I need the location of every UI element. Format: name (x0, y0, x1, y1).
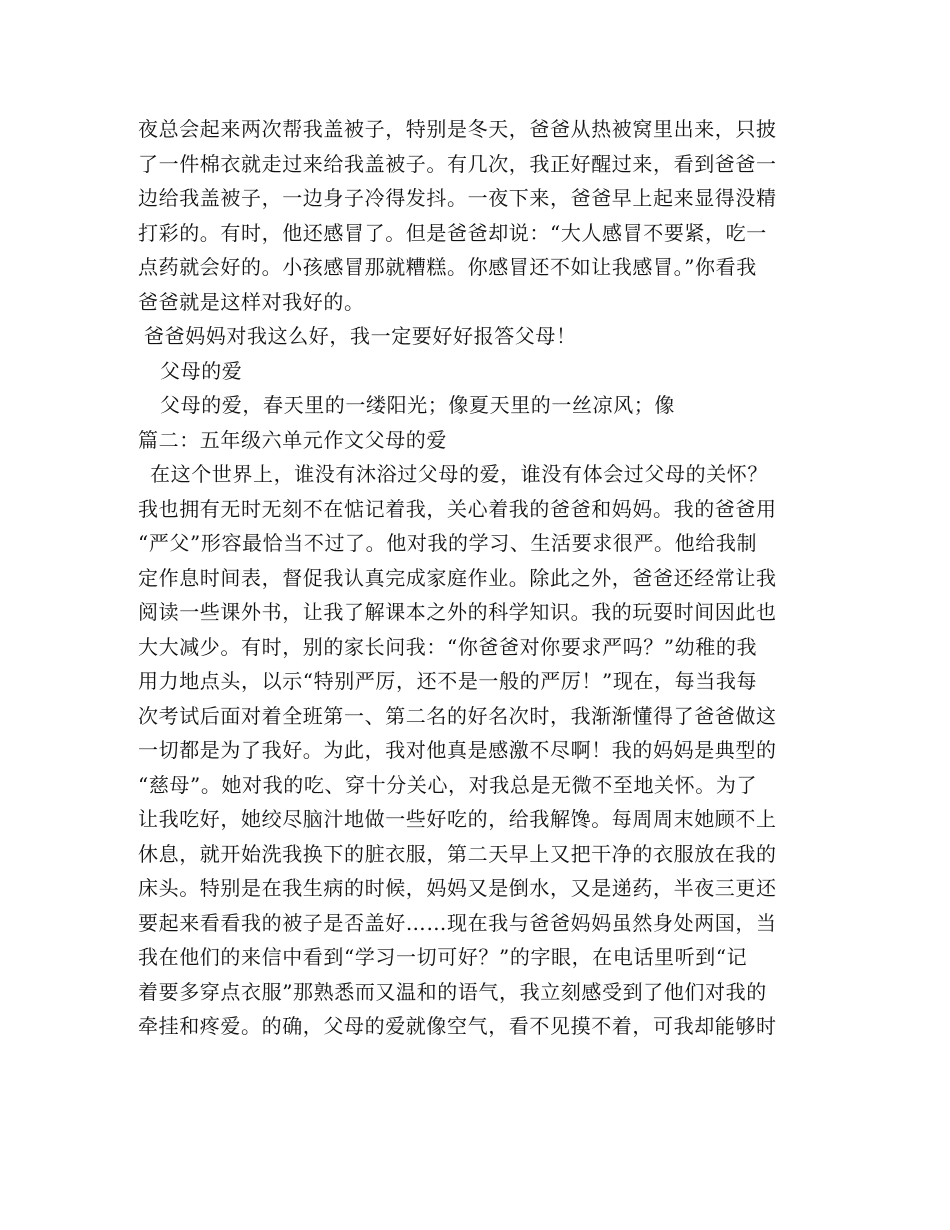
text-line: “慈母”。她对我的吃、穿十分关心，对我总是无微不至地关怀。为了 (138, 772, 758, 797)
text-line: 爸爸妈妈对我这么好，我一定要好好报答父母！ (144, 324, 577, 348)
text-line: 要起来看看我的被子是否盖好……现在我与爸爸妈妈虽然身处两国，当 (138, 910, 777, 935)
section-heading: 父母的爱 (160, 358, 243, 383)
text-line: 床头。特别是在我生病的时候，妈妈又是倒水，又是递药，半夜三更还 (138, 876, 777, 900)
text-line: 休息，就开始洗我换下的脏衣服，第二天早上又把干净的衣服放在我的 (138, 841, 777, 866)
text-line: 点药就会好的。小孩感冒那就糟糕。你感冒还不如让我感冒。”你看我 (138, 255, 757, 279)
text-line: 阅读一些课外书，让我了解课本之外的科学知识。我的玩耍时间因此也 (138, 600, 777, 624)
text-line: 次考试后面对着全班第一、第二名的好名次时，我渐渐懂得了爸爸做这 (138, 703, 777, 728)
text-line: 在这个世界上，谁没有沐浴过父母的爱，谁没有体会过父母的关怀？ (150, 462, 768, 486)
text-line: 父母的爱，春天里的一缕阳光；像夏天里的一丝凉风；像 (160, 393, 675, 417)
document-body (138, 112, 818, 1044)
text-line: 着要多穿点衣服”那熟悉而又温和的语气，我立刻感受到了他们对我的 (138, 979, 767, 1004)
text-line: 牵挂和疼爱。的确，父母的爱就像空气，看不见摸不着，可我却能够时 (138, 1014, 777, 1038)
text-line: 让我吃好，她绞尽脑汁地做一些好吃的，给我解馋。每周周末她顾不上 (138, 807, 777, 831)
text-line: 边给我盖被子，一边身子冷得发抖。一夜下来，爸爸早上起来显得没精 (138, 186, 777, 210)
text-line: 我也拥有无时无刻不在惦记着我，关心着我的爸爸和妈妈。我的爸爸用 (138, 496, 777, 521)
text-line: 大大减少。有时，别的家长问我：“你爸爸对你要求严吗？”幼稚的我 (138, 634, 758, 659)
text-line: 打彩的。有时，他还感冒了。但是爸爸却说：“大人感冒不要紧，吃一 (138, 220, 767, 245)
text-line: 了一件棉衣就走过来给我盖被子。有几次，我正好醒过来，看到爸爸一 (138, 151, 777, 176)
text-line: 定作息时间表，督促我认真完成家庭作业。除此之外，爸爸还经常让我 (138, 565, 777, 590)
text-line: 夜总会起来两次帮我盖被子，特别是冬天，爸爸从热被窝里出来，只披 (138, 117, 777, 141)
text-line: 用力地点头，以示“特别严厉，还不是一般的严厉！”现在，每当我每 (138, 669, 758, 693)
text-line: 爸爸就是这样对我好的。 (138, 289, 365, 314)
text-line: 我在他们的来信中看到“学习一切可好？”的字眼，在电话里听到“记 (138, 945, 748, 969)
article-title: 篇二：五年级六单元作文父母的爱 (138, 427, 447, 452)
text-line: “严父”形容最恰当不过了。他对我的学习、生活要求很严。他给我制 (138, 531, 758, 555)
text-line: 一切都是为了我好。为此，我对他真是感激不尽啊！我的妈妈是典型的 (138, 738, 777, 762)
